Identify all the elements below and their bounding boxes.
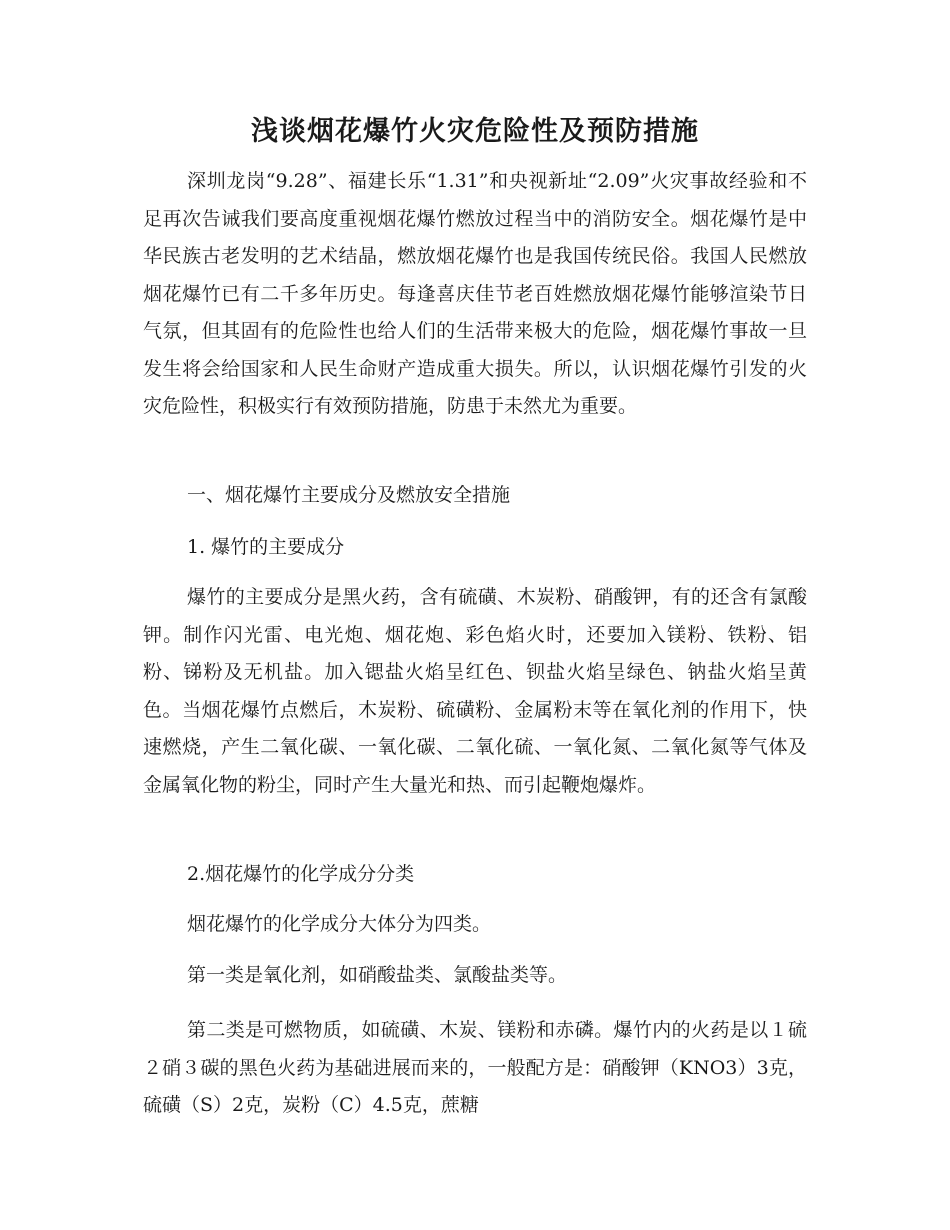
subsection-heading: 1. 爆竹的主要成分 — [187, 536, 345, 558]
composition-paragraph: 爆竹的主要成分是黑火药，含有硫磺、木炭粉、硝酸钾，有的还含有氯酸钾。制作闪光雷、电光炮、烟花炮、彩色焰火时，还要加入镁粉、铁粉、铝粉、锑粉及无机盐。加入锶盐火焰呈红色、钡盐火焰呈绿色、钠盐火焰呈黄色。当烟花爆竹点燃后，木炭粉、硫磺粉、金属粉末等在氧化剂的作用下，快速燃烧，产生二氧化碳、一氧化碳、二氧化硫、一氧化氮、二氧化氮等气体及金属氧化物的粉尘，同时产生大量光和热、而引起鞭炮爆炸。 — [143, 586, 807, 796]
document-title: 浅谈烟花爆竹火灾危险性及预防措施 — [251, 116, 699, 147]
subsection-heading: 2.烟花爆竹的化学成分分类 — [187, 863, 415, 885]
classification-paragraph: 烟花爆竹的化学成分大体分为四类。 — [187, 913, 492, 935]
intro-paragraph: 深圳龙岗“9.28”、福建长乐“1.31”和央视新址“2.09”火灾事故经验和不足再次告诫我们要高度重视烟花爆竹燃放过程当中的消防安全。烟花爆竹是中华民族古老发明的艺术结晶，燃放烟花爆竹也是我国传统民俗。我国人民燃放烟花爆竹已有二千多年历史。每逢喜庆佳节老百姓燃放烟花爆竹能够渲染节日气氛，但其固有的危险性也给人们的生活带来极大的危险，烟花爆竹事故一旦发生将会给国家和人民生命财产造成重大损失。所以，认识烟花爆竹引发的火灾危险性，积极实行有效预防措施，防患于未然尤为重要。 — [143, 170, 807, 417]
combustible-paragraph: 第二类是可燃物质，如硫磺、木炭、镁粉和赤磷。爆竹内的火药是以１硫２硝３碳的黑色火药为基础进展而来的，一般配方是：硝酸钾（KNO3）3克，硫磺（S）2克，炭粉（C）4.5克，蔗糖 — [143, 1019, 807, 1116]
section-heading: 一、烟花爆竹主要成分及燃放安全措施 — [187, 484, 511, 506]
oxidizer-paragraph: 第一类是氧化剂，如硝酸盐类、氯酸盐类等。 — [187, 964, 568, 986]
